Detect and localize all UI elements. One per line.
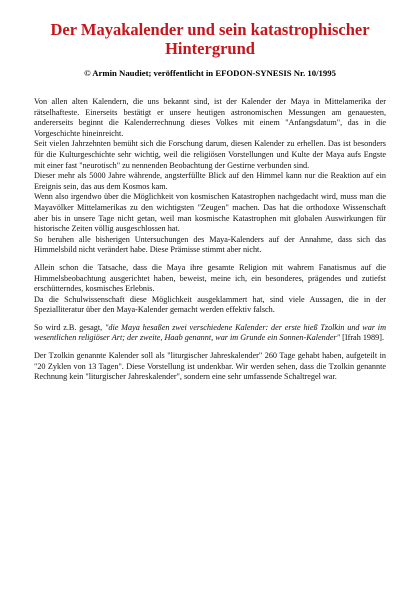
quote-lead: So wird z.B. gesagt,: [34, 322, 105, 332]
paragraph: Der Tzolkin genannte Kalender soll als "liturgischer Jahreskalender" 260 Tage gehabt haben, aufgeteilt in "20 Zyklen von 13 Tagen". Diese Vorstellung ist undenkbar. Wir werden sehen, dass die Tzolkin genannte Rechnung kein "liturgischer Jahreskalender", sondern eine sehr umfassende Schaltregel war.: [34, 351, 386, 382]
quote-text: "die Maya hesaßen zwei verschiedene Kalender: der erste hieß Tzolkin und war im wesentlichen religiöser Art; der zweite, Haab genannt, war im Grunde ein Sonnen-Kalender": [34, 322, 386, 343]
article-body: [34, 97, 386, 383]
paragraph: Allein schon die Tatsache, dass die Maya ihre gesamte Religion mit wahrem Fanatismus auf die Himmelsbeobachtung ausgerichtet haben, beweist, meine ich, ein besonderes, prägendes und zutiefst erschütterndes, kosmisches Erlebnis.: [34, 262, 386, 294]
paragraph: Wenn also irgendwo über die Möglichkeit von kosmischen Katastrophen nachgedacht wird, muss man die Mayavölker Mittelamerikas zu den wichtigsten "Zeugen" machen. Das hat die orthodoxe Wissenschaft aber bis in unsere Tage nicht getan, weil man kosmische Katastrophen mit globalen Auswirkungen für historische Zeiten völlig ausgeschlossen hat.: [34, 192, 386, 234]
paragraph: Seit vielen Jahrzehnten bemüht sich die Forschung darum, diesen Kalender zu erhellen. Das ist besonders für die Kulturgeschichte sehr wichtig, weil die religiösen Vorstellungen und Kulte der Maya aufs Engste mit einer fast "neurotisch" zu nennenden Beobachtung der Gestirne verbunden sind.: [34, 139, 386, 170]
quote-citation: [Ifrah 1989].: [340, 333, 384, 343]
article-byline: © Armin Naudiet; veröffentlicht in EFODON-SYNESIS Nr. 10/1995: [84, 68, 336, 78]
article-title: Der Mayakalender und sein katastrophischer Hintergrund: [50, 20, 370, 58]
paragraph: Da die Schulwissenschaft diese Möglichkeit ausgeklammert hat, sind viele Aussagen, die in der Spezialliteratur über den Maya-Kalender gemacht werden effektiv falsch.: [34, 294, 386, 315]
quote-paragraph: [34, 323, 386, 344]
paragraph: So beruhen alle bisherigen Untersuchungen des Maya-Kalenders auf der Annahme, dass sich das Himmelsbild nicht verändert habe. Diese Prämisse stimmt aber nicht.: [34, 234, 386, 255]
paragraph: Von allen alten Kalendern, die uns bekannt sind, ist der Kalender der Maya in Mittelamerika der rätselhafteste. Einerseits bestätigt er unsere heutigen astronomischen Messungen am genauesten, andererseits beginnt die Kalenderrechnung dieses Volkes mit einem "Anfangsdatum", das in die Vorgeschichte hineinreicht.: [34, 97, 386, 138]
paragraph: Dieser mehr als 5000 Jahre währende, angsterfüllte Blick auf den Himmel kann nur die Reaktion auf ein Ereignis sein, das aus dem Kosmos kam.: [34, 171, 386, 191]
